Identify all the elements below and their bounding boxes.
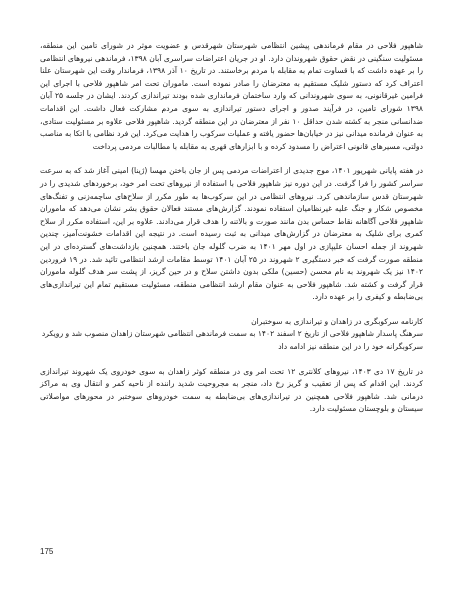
section-heading: کارنامه سرکوبگری در زاهدان و تیراندازی به سوختبران <box>251 316 423 326</box>
paragraph-zahedan-shooting: در تاریخ ۱۷ دی ۱۴۰۳، نیروهای کلانتری ۱۲ تحت امر وی در منطقه کوثر زاهدان به سوی خودروی یک شهروند تیراندازی کردند. این اقدام که پس از تعقیب و گریز رخ داد، منجر به مجروحیت شدید راننده از ناحیه کمر و انتقال وی به مراکز درمانی شد. شاهپور فلاحی همچنین در تیراندازی‌های بی‌ضابطه به سمت خودروهای سوختبر در محورهای مواصلاتی سیستان و بلوچستان مسئولیت دارد. <box>40 366 423 414</box>
page-number: 175 <box>40 547 54 556</box>
zahedan-section <box>40 316 423 354</box>
document-body <box>40 40 423 416</box>
paragraph-1401-protests: در هفته پایانی شهریور ۱۴۰۱، موج جدیدی از اعتراضات مردمی پس از جان باختن مهسا (ژینا) امینی آغاز شد که به سرعت سراسر کشور را فرا گرفت. در این دوره نیز شاهپور فلاحی با استفاده از نیروهای تحت امر خود، برخوردهای شدیدی را در شهرستان قدس سازماندهی کرد. نیروهای انتظامی در این سرکوب‌ها به طور مکرر از سلاح‌های ساچمه‌زنی و تفنگ‌های مخصوص شکار و جنگ علیه غیرنظامیان استفاده نمودند. گزارش‌های مستند فعالان حقوق بشر نشان می‌دهد که ماموران شاهپور فلاحی آگاهانه نقاط حساس بدن مانند صورت و بالاتنه را هدف قرار می‌دادند. علاوه بر این، استفاده مکرر از سلاح کمری برای شلیک به معترضان در گزارش‌های میدانی به ثبت رسیده است. در نتیجه این اقدامات خشونت‌آمیز، چندین شهروند از جمله احسان علیپازی در اول مهر ۱۴۰۱ به ضرب گلوله جان باختند. همچنین بازداشت‌های گسترده‌ای در این منطقه صورت گرفت که خبر دستگیری ۲ شهروند در ۲۵ آبان ۱۴۰۱ توسط مقامات ارشد انتظامی تائید شد. در ۱۹ فروردین ۱۴۰۲ نیز یک شهروند به نام محسن (حسین) ملکی بدون داشتن سلاح و در حین گریز، از پشت سر هدف گلوله ماموران قرار گرفت و کشته شد. شاهپور فلاحی به عنوان مقام ارشد انتظامی منطقه، مسئولیت مستقیم تمام این تیراندازی‌های بی‌ضابطه و کیفری را بر عهده دارد. <box>40 166 424 302</box>
paragraph-shahpour-background: شاهپور فلاحی در مقام فرماندهی پیشین انتظامی شهرستان شهرقدس و عضویت موثر در شورای تامین این منطقه، مسئولیت سنگینی در نقض حقوق شهروندان دارد. او در جریان اعتراضات سراسری آبان ۱۳۹۸، فرماندهی نیروهای انتظامی را بر عهده داشت که با قساوت تمام به مقابله با مردم برخاستند. در تاریخ ۱۰ آذر ۱۳۹۸، فرماندار وقت این شهرستان علنا اعتراف کرد که دستور شلیک مستقیم به معترضان را صادر نموده است. ماموران تحت امر شاهپور فلاحی با اجرای این فرامین غیرقانونی، به سوی شهروندانی که وارد ساختمان فرمانداری شده بودند تیراندازی کردند. ایشان در جلسه ۲۵ آبان ۱۳۹۸ شورای تامین، در فرآیند صدور و اجرای دستور تیراندازی به سوی مردم مشارکت فعال داشت. این اقدامات ضدانسانی منجر به کشته شدن حداقل ۱۰ نفر از معترضان در این منطقه گردید. شاهپور فلاحی علاوه بر مسئولیت ستادی، به عنوان فرمانده میدانی نیز در خیابان‌ها حضور یافته و عملیات سرکوب را هدایت می‌کرد. این فرد نظامی با اتکا به مناصب دولتی، مسیرهای قانونی اعتراض را مسدود کرده و با ابزارهای قهری به مقابله با مطالبات مردمی پرداخت <box>40 41 423 151</box>
section-intro: سرهنگ پاسدار شاهپور فلاحی از تاریخ ۲ اسفند ۱۴۰۲ به سمت فرماندهی انتظامی شهرستان زاهدان منصوب شد و رویکرد سرکوبگرانه خود را در این منطقه نیز ادامه داد <box>41 329 423 352</box>
